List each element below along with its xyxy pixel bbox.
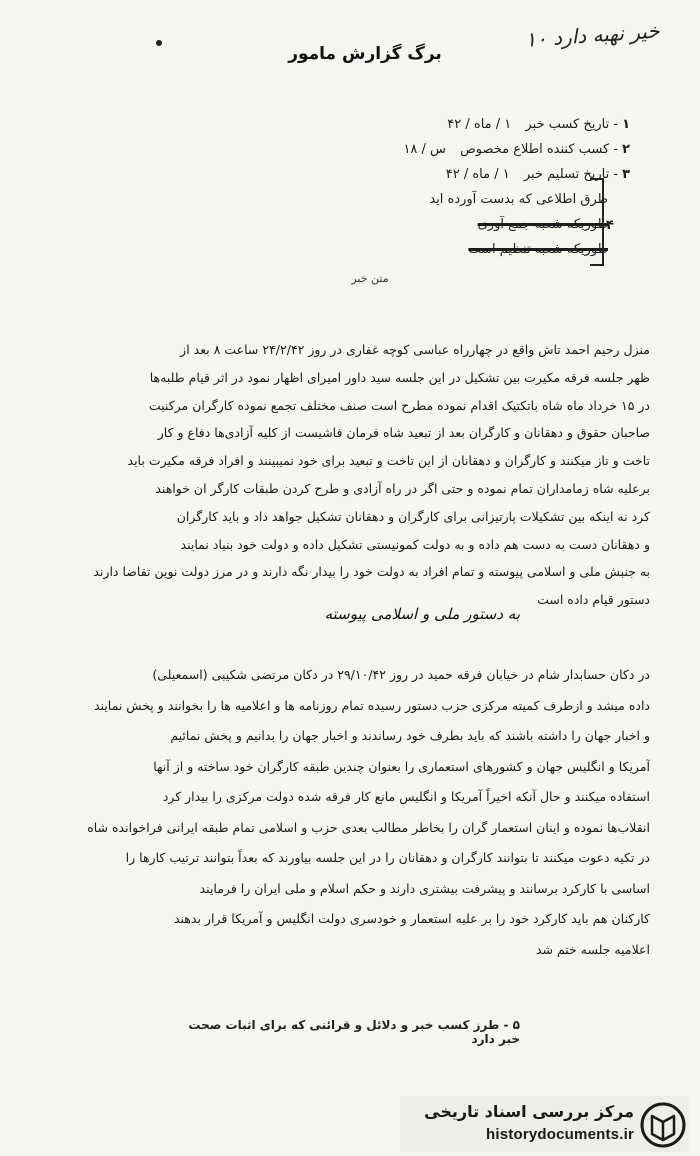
field-bracket [590, 178, 604, 266]
body-line: در دکان حسابدار شام در خیابان فرقه حمید در روز ۲۹/۱۰/۴۲ در دکان مرتضی شکیبی (اسمعیلی) [152, 667, 650, 682]
field-label: طوریکه شعبه تنظیم است [468, 242, 608, 257]
field-label: تاریخ کسب خبر [525, 117, 610, 132]
body-line: صاحبان حقوق و دهقانان و کارگران بعد از تبعید شاه فرمان فاشیست از کلیه آزادی‌ها دفاع و کار [157, 425, 650, 441]
field-number: ۲ [622, 142, 630, 157]
report-body-1 [30, 336, 650, 614]
body-line: به جنبش ملی و اسلامی پیوسته و تمام افراد به دولت خود را بیدار نگه دارند و در مرز دولت نوین تقاضا دارند [93, 564, 650, 580]
field-value: س / ۱۸ [403, 142, 446, 157]
field-row-date-acquired: ۱- تاریخ کسب خبر ۱ / ماه / ۴۲ [330, 112, 630, 137]
body-line: کرد نه اینکه بین تشکیلات پارتیزانی برای کارگران و دهقانان تشکیل جواهد داد و باید کارگران [176, 508, 650, 524]
field-label: طوریکه شعبه جمع آوری [477, 217, 608, 232]
report-body-2 [30, 660, 650, 965]
body-line: استفاده میکنند و حال آنکه اخیراً آمریکا و انگلیس مانع کار فرقه شده دولت مرکزی را بیدار کرد [162, 789, 650, 804]
field-row-collection [330, 212, 608, 237]
body-line: انقلاب‌ها نموده و اینان استعمار گران را بخاطر مطالب بعدی حزب و اسلامی تمام طبقه ایرانی فراخوانده شاه [87, 819, 650, 835]
watermark [400, 1096, 690, 1152]
body-line: در ۱۵ خرداد ماه شاه باتکتیک اقدام نموده مطرح است صنف مختلف تجمع نموده کارگران مرکنیت [148, 397, 650, 413]
field-value: ۱ / ماه / ۴۲ [445, 167, 510, 182]
field-value: ۱ / ماه / ۴۲ [447, 117, 512, 132]
field-row-date-submitted: ۳- تاریخ تسلیم خبر ۱ / ماه / ۴۲ [330, 162, 630, 187]
body-line: برعلیه شاه زمامداران تمام نموده و حتی اگر در راه آزادی و طرح کردن طبقات کارگر ان خواهند [155, 480, 650, 496]
field-number: ۳ [622, 167, 630, 182]
body-line: تاخت و تاز میکنند و کارگران و دهقانان از این تاخت و تبعید برای خود نمیبینند و افراد فرقه مکیرت باید [127, 453, 650, 469]
field-row-arrangement [330, 237, 608, 262]
body-line: ظهر جلسه فرقه مکیرت بین تشکیل در این جلسه سید داور امیرای اظهار نمود در اثر قیام طلبه‌ها [149, 369, 650, 385]
body-line: آمریکا و انگلیس جهان و کشورهای استعماری را بعنوان چندین طبقه کارگران خود ساخته و از آنها [153, 758, 650, 774]
body-line: و اخبار جهان را داشته باشند که باید بطرف خود رساندند و اخبار جهان را بدانیم و پخش نمائیم [170, 728, 650, 743]
field-number: ۱ [622, 117, 630, 132]
watermark-title: مرکز بررسی اسناد تاریخی [424, 1102, 634, 1121]
body-line: منزل رحیم احمد تاش واقع در چهارراه عباسی کوچه غفاری در روز ۲۴/۲/۴۲ ساعت ۸ بعد از [180, 342, 650, 357]
ink-dot [156, 40, 162, 46]
book-logo-icon [640, 1102, 686, 1148]
bracket-number: ۴ [606, 218, 614, 233]
watermark-url: historydocuments.ir [486, 1126, 634, 1143]
body-line: داده میشد و ازطرف کمیته مرکزی حزب دستور رسیده تمام روزنامه ها و اعلامیه ها را بخوانند و پخش نمایند [93, 697, 650, 713]
field-label: طرق اطلاعی که بدست آورده اید [429, 192, 608, 207]
body-line: دستور قیام داده است [537, 592, 650, 608]
body-line: و دهقانان دست به دست هم داده و به دولت کمونیستی تشکیل داده و دولت خود بنیاد نمایند [180, 536, 650, 552]
field-label: تاریخ تسلیم خبر [523, 167, 610, 182]
body-line: اساسی با کارکرد برسانند و پیشرفت بیشتری دارند و حکم اسلام و ملی ایران را فرمایند [199, 880, 650, 896]
body-line: اعلامیه جلسه ختم شد [535, 941, 650, 957]
field-row-method [330, 187, 608, 212]
section-subheading: متن خبر [351, 272, 389, 285]
body-line: در تکیه دعوت میکنند تا بتوانند کارگران و دهقانان را در این جلسه بیاورند که بعداً بتوانند ترتیب کارها را [125, 850, 650, 865]
field-label: کسب کننده اطلاع مخصوص [460, 142, 610, 157]
field-row-source: ۲- کسب کننده اطلاع مخصوص س / ۱۸ [330, 137, 630, 162]
body-line: کارکنان هم باید کارکرد خود را بر علیه استعمار و خودسری دولت انگلیس و آمریکا قرار بدهند [173, 911, 650, 926]
document-title: برگ گزارش مامور [288, 44, 442, 64]
handwritten-signature-line: به دستور ملی و اسلامی پیوسته [324, 605, 520, 623]
report-fields [330, 112, 630, 262]
footer-field: ۵ - طرز کسب خبر و دلائل و قرائنی که برای اثبات صحت خبر دارد [188, 1018, 520, 1046]
handwritten-note: خیر نهبه دارد ۱۰ [524, 18, 661, 52]
